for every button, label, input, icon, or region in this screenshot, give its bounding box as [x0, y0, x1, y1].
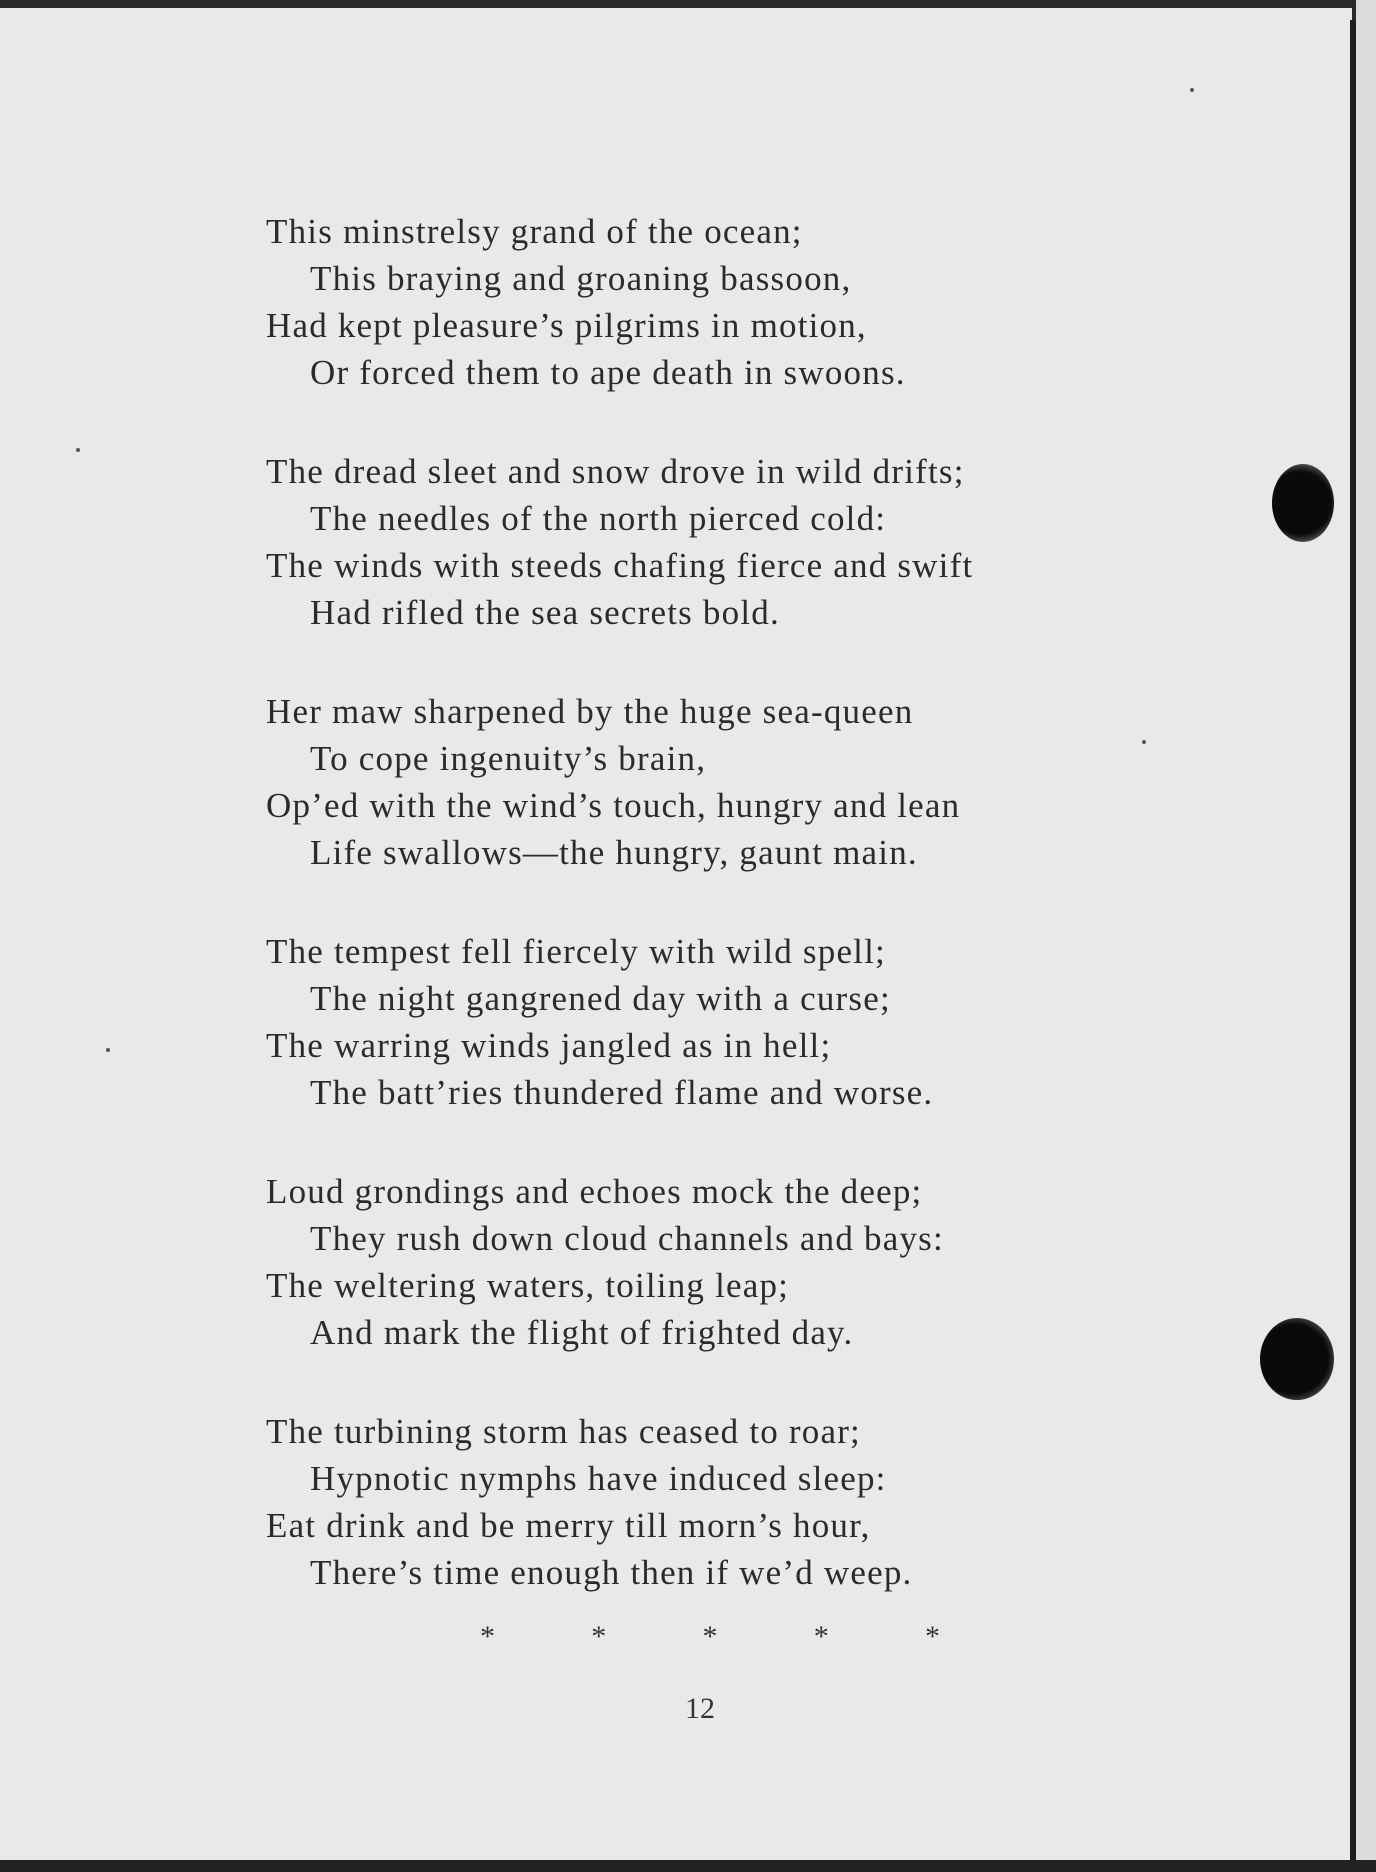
- poem-line: The turbining storm has ceased to roar;: [266, 1412, 861, 1451]
- poem-line: There’s time enough then if we’d weep.: [310, 1553, 913, 1592]
- speck: [1190, 88, 1194, 92]
- poem-line: Had rifled the sea secrets bold.: [310, 593, 780, 632]
- poem-line: The warring winds jangled as in hell;: [266, 1026, 832, 1065]
- outer-strip: [1356, 0, 1376, 1872]
- speck: [1142, 740, 1146, 744]
- stanza: [266, 448, 1166, 636]
- page-number: 12: [685, 1692, 715, 1725]
- poem-line: Had kept pleasure’s pilgrims in motion,: [266, 306, 867, 345]
- poem-line: The weltering waters, toiling leap;: [266, 1266, 790, 1305]
- speck: [106, 1048, 110, 1052]
- asterisk: *: [813, 1620, 829, 1653]
- binder-hole-bottom: [1260, 1318, 1334, 1400]
- binder-hole-top: [1272, 464, 1334, 542]
- poem-line: They rush down cloud channels and bays:: [310, 1219, 944, 1258]
- speck: [76, 448, 80, 452]
- poem-line: Loud grondings and echoes mock the deep;: [266, 1172, 923, 1211]
- stanza: [266, 928, 1166, 1116]
- asterisk: *: [591, 1620, 607, 1653]
- poem-line: Her maw sharpened by the huge sea-queen: [266, 692, 914, 731]
- section-separator: [480, 1620, 940, 1654]
- asterisk: *: [925, 1620, 940, 1653]
- poem-line: And mark the flight of frighted day.: [310, 1313, 854, 1352]
- bottom-border: [0, 1860, 1376, 1872]
- poem-line: The needles of the north pierced cold:: [310, 499, 887, 538]
- asterisk: *: [702, 1620, 718, 1653]
- book-page: [0, 8, 1352, 1860]
- poem-line: Eat drink and be merry till morn’s hour,: [266, 1506, 871, 1545]
- asterisk: *: [480, 1620, 495, 1653]
- poem: [266, 208, 1166, 1648]
- stanza: [266, 688, 1166, 876]
- poem-line: The dread sleet and snow drove in wild drifts;: [266, 452, 965, 491]
- poem-line: This braying and groaning bassoon,: [310, 259, 852, 298]
- poem-line: The night gangrened day with a curse;: [310, 979, 891, 1018]
- poem-line: Op’ed with the wind’s touch, hungry and lean: [266, 786, 961, 825]
- poem-line: Hypnotic nymphs have induced sleep:: [310, 1459, 887, 1498]
- poem-line: This minstrelsy grand of the ocean;: [266, 212, 803, 251]
- poem-line: Or forced them to ape death in swoons.: [310, 353, 906, 392]
- poem-line: The winds with steeds chafing fierce and swift: [266, 546, 974, 585]
- stanza: [266, 208, 1166, 396]
- poem-line: To cope ingenuity’s brain,: [310, 739, 707, 778]
- stanza: [266, 1168, 1166, 1356]
- poem-line: Life swallows—the hungry, gaunt main.: [310, 833, 918, 872]
- poem-line: The tempest fell fiercely with wild spell;: [266, 932, 886, 971]
- stanza: [266, 1408, 1166, 1596]
- poem-line: The batt’ries thundered flame and worse.: [310, 1073, 934, 1112]
